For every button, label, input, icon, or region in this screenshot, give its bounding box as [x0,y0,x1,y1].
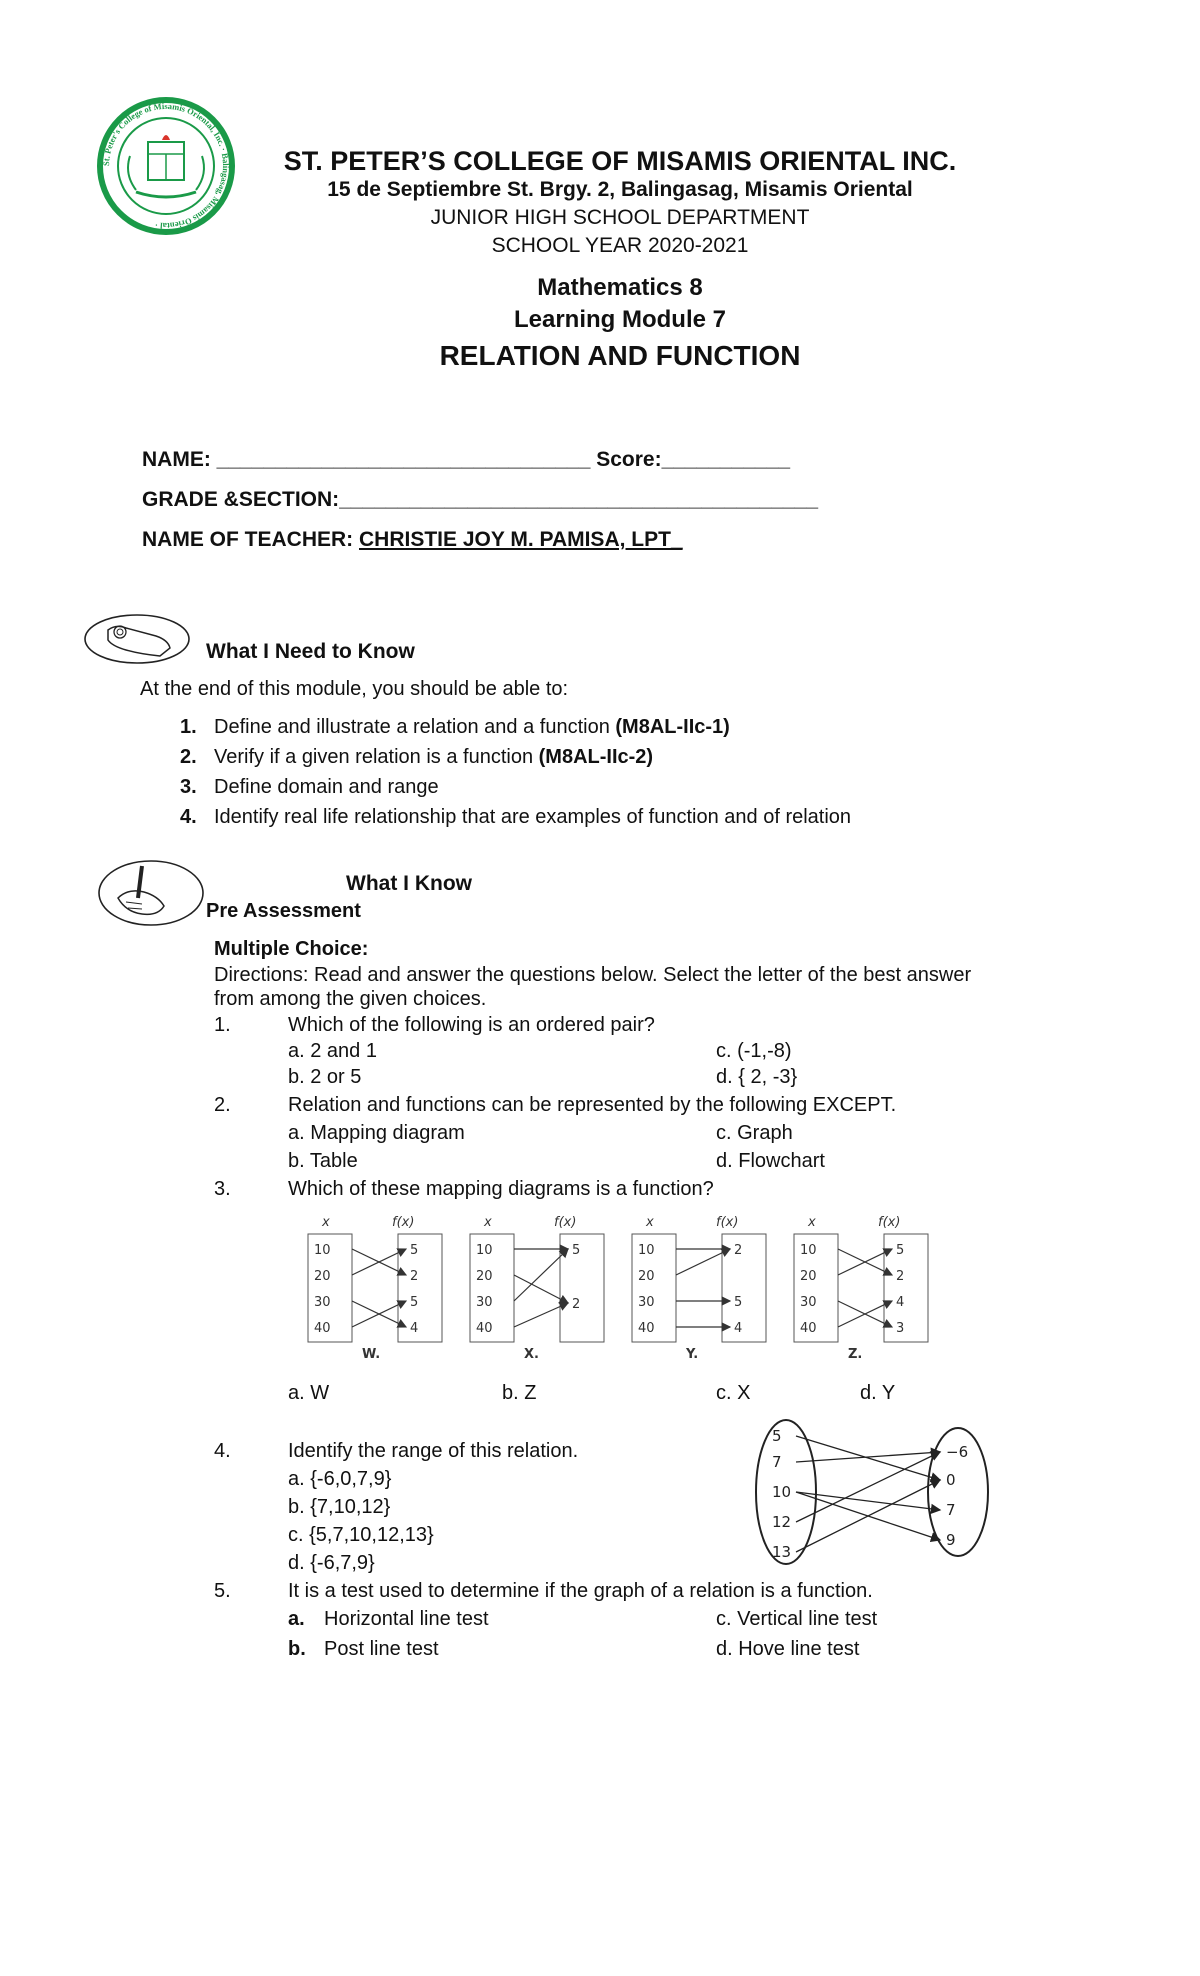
relation-range-value: −6 [946,1443,969,1461]
q3-choice-d[interactable]: d. Y [860,1382,896,1404]
q5-choice-d[interactable]: d. Hove line test [716,1638,860,1660]
mapping-diagrams-figure [300,1212,940,1362]
domain-value: 40 [314,1321,331,1336]
teacher-line [142,528,683,552]
domain-value: 10 [314,1243,331,1258]
q3-text: Which of these mapping diagrams is a function? [288,1178,714,1200]
teacher-label: NAME OF TEACHER: [142,528,354,551]
domain-value: 40 [638,1321,655,1336]
range-value: 2 [896,1269,905,1284]
q4-number: 4. [214,1440,231,1462]
fx-label: f(x) [878,1215,901,1230]
domain-value: 10 [476,1243,493,1258]
domain-value: 30 [800,1295,817,1310]
mc-label: Multiple Choice: [214,938,369,960]
relation-range-value: 7 [946,1501,956,1519]
range-value: 5 [734,1295,743,1310]
q1-choice-c[interactable]: c. (-1,-8) [716,1040,792,1062]
domain-value: 30 [314,1295,331,1310]
objective-3: 3. Define domain and range [180,776,439,798]
domain-value: 40 [800,1321,817,1336]
q5-choice-a-letter: a. [288,1608,305,1630]
range-value: 4 [896,1295,905,1310]
x-label: x [646,1215,654,1230]
relation-range-value: 0 [946,1471,956,1489]
fx-label: f(x) [554,1215,577,1230]
range-value: 4 [734,1321,743,1336]
diagram-label: X. [524,1347,539,1362]
relation-domain-value: 13 [772,1543,792,1561]
domain-value: 20 [638,1269,655,1284]
pencil-hand-icon [96,858,206,928]
diagram-label: Z. [848,1347,863,1362]
grade-label: GRADE &SECTION: [142,488,340,511]
objective-4: 4. Identify real life relationship that are examples of function and of relation [180,806,852,828]
q1-choice-a[interactable]: a. 2 and 1 [288,1040,377,1062]
q3-number: 3. [214,1178,231,1200]
domain-value: 20 [476,1269,493,1284]
q3-choice-c[interactable]: c. X [716,1382,751,1404]
module-title: RELATION AND FUNCTION [439,340,801,371]
grade-blank[interactable]: _________________________________________ [339,488,819,511]
diagram-label: W. [362,1347,381,1362]
x-label: x [322,1215,330,1230]
domain-value: 10 [638,1243,655,1258]
q5-choice-c[interactable]: c. Vertical line test [716,1608,878,1630]
objective-2: 2. Verify if a given relation is a function (M8AL-IIc-2) [180,746,654,768]
relation-domain-value: 5 [772,1427,782,1445]
q3-choice-b[interactable]: b. Z [502,1382,537,1404]
q2-text: Relation and functions can be represented by the following EXCEPT. [288,1094,897,1116]
relation-arrow [796,1480,940,1552]
q4-choice-c[interactable]: c. {5,7,10,12,13} [288,1524,434,1546]
score-label: Score: [596,448,662,471]
domain-value: 10 [800,1243,817,1258]
q3-choice-a[interactable]: a. W [288,1382,330,1404]
q1-choice-b[interactable]: b. 2 or 5 [288,1066,362,1088]
range-value: 5 [410,1295,419,1310]
pre-assessment-heading: Pre Assessment [206,900,361,922]
grade-line [142,488,818,512]
q1-choice-d[interactable]: d. { 2, -3} [716,1066,798,1088]
q4-text: Identify the range of this relation. [288,1440,579,1462]
range-value: 5 [896,1243,905,1258]
what-i-know-heading: What I Know [346,872,472,895]
relation-range-value: 9 [946,1531,956,1549]
relation-diagram [750,1418,1000,1568]
school-year: SCHOOL YEAR 2020-2021 [491,234,749,257]
module-number: Learning Module 7 [513,306,726,333]
directions-line-1: Directions: Read and answer the questions below. Select the letter of the best answer [214,964,972,986]
q5-text: It is a test used to determine if the graph of a relation is a function. [288,1580,873,1602]
range-value: 5 [572,1243,581,1258]
diagram-label: Y. [686,1347,699,1362]
q4-choice-b[interactable]: b. {7,10,12} [288,1496,391,1518]
name-blank[interactable]: ________________________________ [216,448,591,471]
q5-choice-b-letter: b. [288,1638,306,1660]
range-value: 2 [410,1269,419,1284]
domain-value: 40 [476,1321,493,1336]
score-blank[interactable]: ___________ [661,448,791,471]
domain-value: 30 [476,1295,493,1310]
module-subject: Mathematics 8 [537,274,703,301]
svg-text:St. Peter's College of Misamis: St. Peter's College of Misamis Oriental, Inc. · Balingasag, Misamis Oriental · [100,100,232,232]
name-line [142,448,790,472]
range-value: 4 [410,1321,419,1336]
name-label: NAME: [142,448,211,471]
objective-1: 1. Define and illustrate a relation and a function (M8AL-IIc-1) [180,716,730,738]
teacher-value: CHRISTIE JOY M. PAMISA, LPT_ [359,528,683,551]
fx-label: f(x) [392,1215,415,1230]
x-label: x [484,1215,492,1230]
school-name: ST. PETER’S COLLEGE OF MISAMIS ORIENTAL INC. [283,146,957,176]
department: JUNIOR HIGH SCHOOL DEPARTMENT [430,206,810,229]
relation-domain-value: 7 [772,1453,782,1471]
relation-arrow [796,1452,940,1462]
q2-choice-b[interactable]: b. Table [288,1150,358,1172]
relation-arrow [796,1452,940,1522]
domain-value: 20 [314,1269,331,1284]
q1-number: 1. [214,1014,231,1036]
q4-choice-d[interactable]: d. {-6,7,9} [288,1552,375,1574]
need-to-know-heading: What I Need to Know [206,640,415,663]
q2-choice-a[interactable]: a. Mapping diagram [288,1122,465,1144]
q2-choice-c[interactable]: c. Graph [716,1122,793,1144]
range-value: 5 [410,1243,419,1258]
relation-domain-value: 10 [772,1483,792,1501]
q4-choice-a[interactable]: a. {-6,0,7,9} [288,1468,392,1490]
q2-number: 2. [214,1094,231,1116]
relation-domain-value: 12 [772,1513,792,1531]
range-value: 2 [572,1297,581,1312]
relation-arrow [796,1436,940,1480]
directions-line-2: from among the given choices. [214,988,487,1010]
q2-choice-d[interactable]: d. Flowchart [716,1150,825,1172]
need-to-know-intro: At the end of this module, you should be able to: [140,678,569,700]
q1-text: Which of the following is an ordered pair? [288,1014,655,1036]
range-value: 3 [896,1321,905,1336]
domain-value: 30 [638,1295,655,1310]
pointing-hand-icon [82,612,192,666]
x-label: x [808,1215,816,1230]
relation-arrow [796,1492,940,1510]
domain-value: 20 [800,1269,817,1284]
q5-choice-b[interactable]: Post line test [324,1638,439,1660]
school-address: 15 de Septiembre St. Brgy. 2, Balingasag, Misamis Oriental [327,178,913,201]
fx-label: f(x) [716,1215,739,1230]
range-value: 2 [734,1243,743,1258]
q5-choice-a[interactable]: Horizontal line test [324,1608,489,1630]
q5-number: 5. [214,1580,231,1602]
